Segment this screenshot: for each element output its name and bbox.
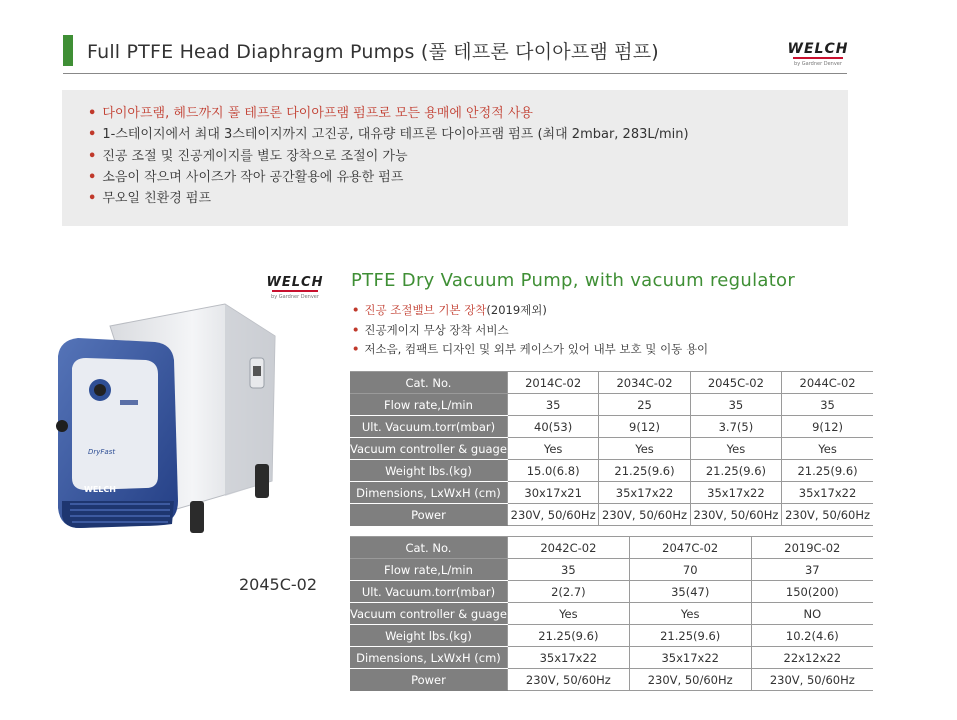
table-row xyxy=(350,438,873,460)
product-points xyxy=(352,301,708,360)
table-cell: 230V, 50/60Hz xyxy=(782,504,873,526)
table-row xyxy=(350,647,873,669)
feature-text: 다이아프램, 헤드까지 풀 테프론 다이아프램 펌프로 모든 용매에 안정적 사용 xyxy=(102,106,533,121)
row-label: Ult. Vacuum.torr(mbar) xyxy=(350,416,507,438)
table-cell: 70 xyxy=(629,559,751,581)
product-point xyxy=(352,321,708,341)
table-cell: NO xyxy=(751,603,873,625)
table-cell: 230V, 50/60Hz xyxy=(690,504,781,526)
table-cell: 35x17x22 xyxy=(690,482,781,504)
table-cell: Yes xyxy=(599,438,690,460)
table-cell: 35 xyxy=(507,559,629,581)
table-cell: Yes xyxy=(507,603,629,625)
logo-subtext: by Gardner Denver xyxy=(794,61,842,67)
point-highlight: 진공 조절밸브 기본 장착 xyxy=(364,303,487,317)
table-cell: 21.25(9.6) xyxy=(690,460,781,482)
table-cell: 230V, 50/60Hz xyxy=(599,504,690,526)
model-header: 2034C-02 xyxy=(599,372,690,394)
spec-table-2 xyxy=(350,536,873,691)
logo-word: WELCH xyxy=(787,41,849,57)
feature-box xyxy=(62,90,848,226)
feature-text: 1-스테이지에서 최대 3스테이지까지 고진공, 대유량 테프론 다이아프램 펌프 (최대 2mbar, 283L/min) xyxy=(102,127,689,143)
table-cell: 21.25(9.6) xyxy=(599,460,690,482)
spec-table-1 xyxy=(350,371,873,526)
row-label: Vacuum controller & guage xyxy=(350,438,507,460)
table-cell: 22x12x22 xyxy=(751,647,873,669)
table-cell: 35x17x22 xyxy=(629,647,751,669)
logo-subtext: by Gardner Denver xyxy=(271,294,319,300)
table-cell: 30x17x21 xyxy=(507,482,598,504)
feature-item xyxy=(88,124,848,145)
bullet-icon: • xyxy=(352,322,360,337)
table-row xyxy=(350,394,873,416)
row-label: Ult. Vacuum.torr(mbar) xyxy=(350,581,507,603)
table-cell: 21.25(9.6) xyxy=(629,625,751,647)
table-cell: 15.0(6.8) xyxy=(507,460,598,482)
row-label: Dimensions, LxWxH (cm) xyxy=(350,647,507,669)
table-row xyxy=(350,603,873,625)
page-title: Full PTFE Head Diaphragm Pumps (풀 테프론 다이아프램 펌프) xyxy=(87,41,659,63)
row-label: Weight lbs.(kg) xyxy=(350,625,507,647)
feature-list xyxy=(62,90,848,209)
logo-word: WELCH xyxy=(266,275,324,290)
row-label: Vacuum controller & guage xyxy=(350,603,507,625)
product-point xyxy=(352,301,708,321)
row-label: Weight lbs.(kg) xyxy=(350,460,507,482)
table-row xyxy=(350,504,873,526)
table-header-row xyxy=(350,372,873,394)
table-cell: 21.25(9.6) xyxy=(507,625,629,647)
point-text: 저소음, 컴팩트 디자인 및 외부 케이스가 있어 내부 보호 및 이동 용이 xyxy=(364,342,709,356)
table-row xyxy=(350,625,873,647)
bullet-icon: • xyxy=(88,191,97,207)
table-cell: 10.2(4.6) xyxy=(751,625,873,647)
table-cell: 37 xyxy=(751,559,873,581)
row-label: Flow rate,L/min xyxy=(350,394,507,416)
table-cell: 3.7(5) xyxy=(690,416,781,438)
point-text: (2019제외) xyxy=(486,303,547,317)
pump-image xyxy=(50,296,290,546)
table-cell: 35x17x22 xyxy=(782,482,873,504)
feature-text: 무오일 친환경 펌프 xyxy=(102,191,212,207)
pump-brand-label: WELCH xyxy=(84,485,116,494)
table-cell: Yes xyxy=(782,438,873,460)
table-cell: 35x17x22 xyxy=(507,647,629,669)
table-cell: 150(200) xyxy=(751,581,873,603)
table-row xyxy=(350,669,873,691)
title-divider xyxy=(63,73,847,74)
table-cell: 40(53) xyxy=(507,416,598,438)
logo-underline xyxy=(793,57,843,59)
table-cell: 230V, 50/60Hz xyxy=(507,504,598,526)
table-cell: 230V, 50/60Hz xyxy=(629,669,751,691)
point-text: 진공게이지 무상 장착 서비스 xyxy=(364,322,509,337)
feature-item xyxy=(88,167,848,188)
product-point xyxy=(352,340,708,360)
logo-underline xyxy=(272,290,318,292)
cat-no-header: Cat. No. xyxy=(350,537,507,559)
table-cell: Yes xyxy=(690,438,781,460)
welch-logo-header xyxy=(786,42,850,67)
table-row xyxy=(350,416,873,438)
title-accent-bar xyxy=(63,35,73,66)
table-cell: 2(2.7) xyxy=(507,581,629,603)
image-caption: 2045C-02 xyxy=(239,575,318,594)
table-cell: 9(12) xyxy=(782,416,873,438)
table-row xyxy=(350,482,873,504)
feature-item xyxy=(88,103,848,124)
table-cell: 21.25(9.6) xyxy=(782,460,873,482)
model-header: 2045C-02 xyxy=(690,372,781,394)
feature-text: 소음이 작으며 사이즈가 작아 공간활용에 유용한 펌프 xyxy=(102,169,404,185)
table-cell: 25 xyxy=(599,394,690,416)
feature-item xyxy=(88,188,848,209)
pump-model-label: DryFast xyxy=(88,448,116,456)
bullet-icon: • xyxy=(352,342,360,356)
table-cell: 35 xyxy=(782,394,873,416)
feature-text: 진공 조절 및 진공게이지를 별도 장착으로 조절이 가능 xyxy=(102,148,408,164)
bullet-icon: • xyxy=(352,303,360,317)
row-label: Power xyxy=(350,669,507,691)
cat-no-header: Cat. No. xyxy=(350,372,507,394)
table-row xyxy=(350,460,873,482)
model-header: 2019C-02 xyxy=(751,537,873,559)
product-title: PTFE Dry Vacuum Pump, with vacuum regulator xyxy=(351,270,796,291)
table-row xyxy=(350,581,873,603)
table-cell: 35 xyxy=(690,394,781,416)
row-label: Power xyxy=(350,504,507,526)
table-cell: 230V, 50/60Hz xyxy=(751,669,873,691)
table-header-row xyxy=(350,537,873,559)
model-header: 2014C-02 xyxy=(507,372,598,394)
bullet-icon: • xyxy=(88,148,97,164)
row-label: Dimensions, LxWxH (cm) xyxy=(350,482,507,504)
model-header: 2047C-02 xyxy=(629,537,751,559)
table-row xyxy=(350,559,873,581)
table-cell: 35x17x22 xyxy=(599,482,690,504)
model-header: 2042C-02 xyxy=(507,537,629,559)
feature-item xyxy=(88,146,848,167)
bullet-icon: • xyxy=(88,169,97,185)
row-label: Flow rate,L/min xyxy=(350,559,507,581)
table-cell: Yes xyxy=(629,603,751,625)
table-cell: 35(47) xyxy=(629,581,751,603)
bullet-icon: • xyxy=(88,127,97,143)
table-cell: 35 xyxy=(507,394,598,416)
table-cell: Yes xyxy=(507,438,598,460)
table-cell: 9(12) xyxy=(599,416,690,438)
table-cell: 230V, 50/60Hz xyxy=(507,669,629,691)
model-header: 2044C-02 xyxy=(782,372,873,394)
bullet-icon: • xyxy=(88,106,97,121)
